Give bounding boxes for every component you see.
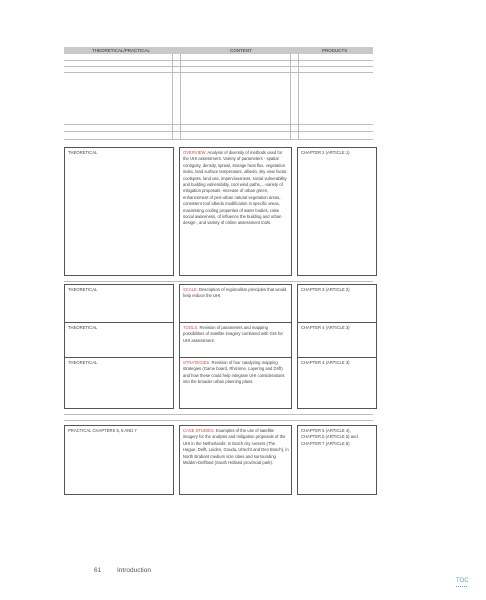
- row4-keyword: STRATEGIES.: [183, 360, 211, 365]
- toc-link[interactable]: TOC: [456, 578, 469, 584]
- row4-type-cell: [64, 357, 174, 409]
- row3-content-cell: [179, 322, 292, 358]
- row5-product-cell: [297, 425, 377, 495]
- toc-underline: [456, 586, 467, 587]
- row4-content-cell: [179, 357, 292, 409]
- row1-type-cell: [64, 147, 174, 276]
- row5-content: [183, 428, 289, 466]
- grid-line: [64, 131, 373, 132]
- row3-type-cell: [64, 322, 174, 358]
- grid-line: [290, 54, 291, 140]
- row1-keyword: OVERVIEW.: [183, 150, 207, 155]
- row4-description: Revision of four catalyzing mapping strategies (Game board, Rhizome, Layering and Drift) and how these could help integrate UHI considerations into the broader urban planning plans.: [183, 360, 285, 385]
- row2-description: Description of regionalism principles that would help reduce the UHI.: [183, 287, 287, 299]
- page-number: 61: [94, 567, 102, 574]
- grid-line: [64, 72, 373, 73]
- grid-line: [172, 54, 173, 140]
- grid-line: [298, 54, 299, 140]
- row5-product: CHAPTER 5 (ARTICLE 4), CHAPTER 6 (ARTICLE 5) and CHAPTER 7 (ARTICLE 6): [301, 428, 358, 446]
- grid-line: [180, 54, 181, 140]
- grid-line: [64, 281, 373, 282]
- row2-content: [183, 287, 289, 300]
- row1-product-cell: [297, 147, 377, 276]
- header-col-products: PRODUCTS: [322, 48, 348, 53]
- row2-type: THEORETICAL: [68, 287, 98, 292]
- section-label: Introduction: [117, 567, 151, 574]
- row1-content-cell: [179, 147, 292, 276]
- table-header: [64, 47, 373, 54]
- grid-line: [64, 124, 373, 125]
- row2-content-cell: [179, 284, 292, 326]
- row5-type: PRACTICAL CHAPTERS 5, 6 AND 7: [68, 428, 137, 433]
- row3-type: THEORETICAL: [68, 325, 98, 330]
- row2-product-cell: [297, 284, 377, 326]
- row3-keyword: TOOLS.: [183, 325, 199, 330]
- row4-content: [183, 360, 289, 386]
- grid-line: [64, 139, 373, 140]
- row5-content-cell: [179, 425, 292, 495]
- row3-product: CHAPTER 4 (ARTICLE 3): [301, 325, 350, 330]
- row4-type: THEORETICAL: [68, 360, 98, 365]
- row2-keyword: SCALE.: [183, 287, 198, 292]
- grid-line: [64, 60, 373, 61]
- row2-type-cell: [64, 284, 174, 326]
- row5-type-cell: [64, 425, 174, 495]
- row3-product-cell: [297, 322, 377, 358]
- row1-type: THEORETICAL: [68, 150, 98, 155]
- header-col-type: THEORETICAL/PRACTICAL: [92, 48, 151, 53]
- row2-product: CHAPTER 3 (ARTICLE 2): [301, 287, 350, 292]
- row5-description: Examples of the use of satellite imagery for the analysis and mitigation proposals of the UHI in the Netherlands: in Dutch city centers (The Hague, Delft, Leiden, Gouda, Utrecht and Den Bosch), in North Brabant medium size cities and surrounding Midden-Delfland (South Holland provincial park).: [183, 428, 289, 466]
- row5-keyword: CASE STUDIES.: [183, 428, 215, 433]
- grid-line: [64, 66, 373, 67]
- header-col-content: CONTENT: [230, 48, 252, 53]
- row4-product: CHAPTER 4 (ARTICLE 3): [301, 360, 350, 365]
- grid-line: [64, 420, 373, 421]
- grid-line: [64, 414, 373, 415]
- row1-description: Analysis of diversity of methods used for the UHI assessment. Variety of parameters - spatial contiguity, density, sprawl, storage heat flux, vegetation index, land surface temperature, albedo, sky view factor, coolspots, land use, imperviousness, social vulnerability and building vulnerability, cool wind paths,...-variety of mitigation proposals -increase of urban green, enhancement of peri-urban natural vegetation areas, consistent roof albedo modification in specific areas, maximising cooling properties of water bodies, raise social awareness, of influence the building and urban design-, and variety of online assessment tools.: [183, 150, 288, 226]
- row3-content: [183, 325, 289, 344]
- row1-product: CHAPTER 2 (ARTICLE 1): [301, 150, 350, 155]
- row3-description: Revision of parameters and mapping possibilities of satellite imagery combined with GIS for UHI assessment.: [183, 325, 283, 343]
- row1-content: [183, 150, 289, 227]
- row4-product-cell: [297, 357, 377, 409]
